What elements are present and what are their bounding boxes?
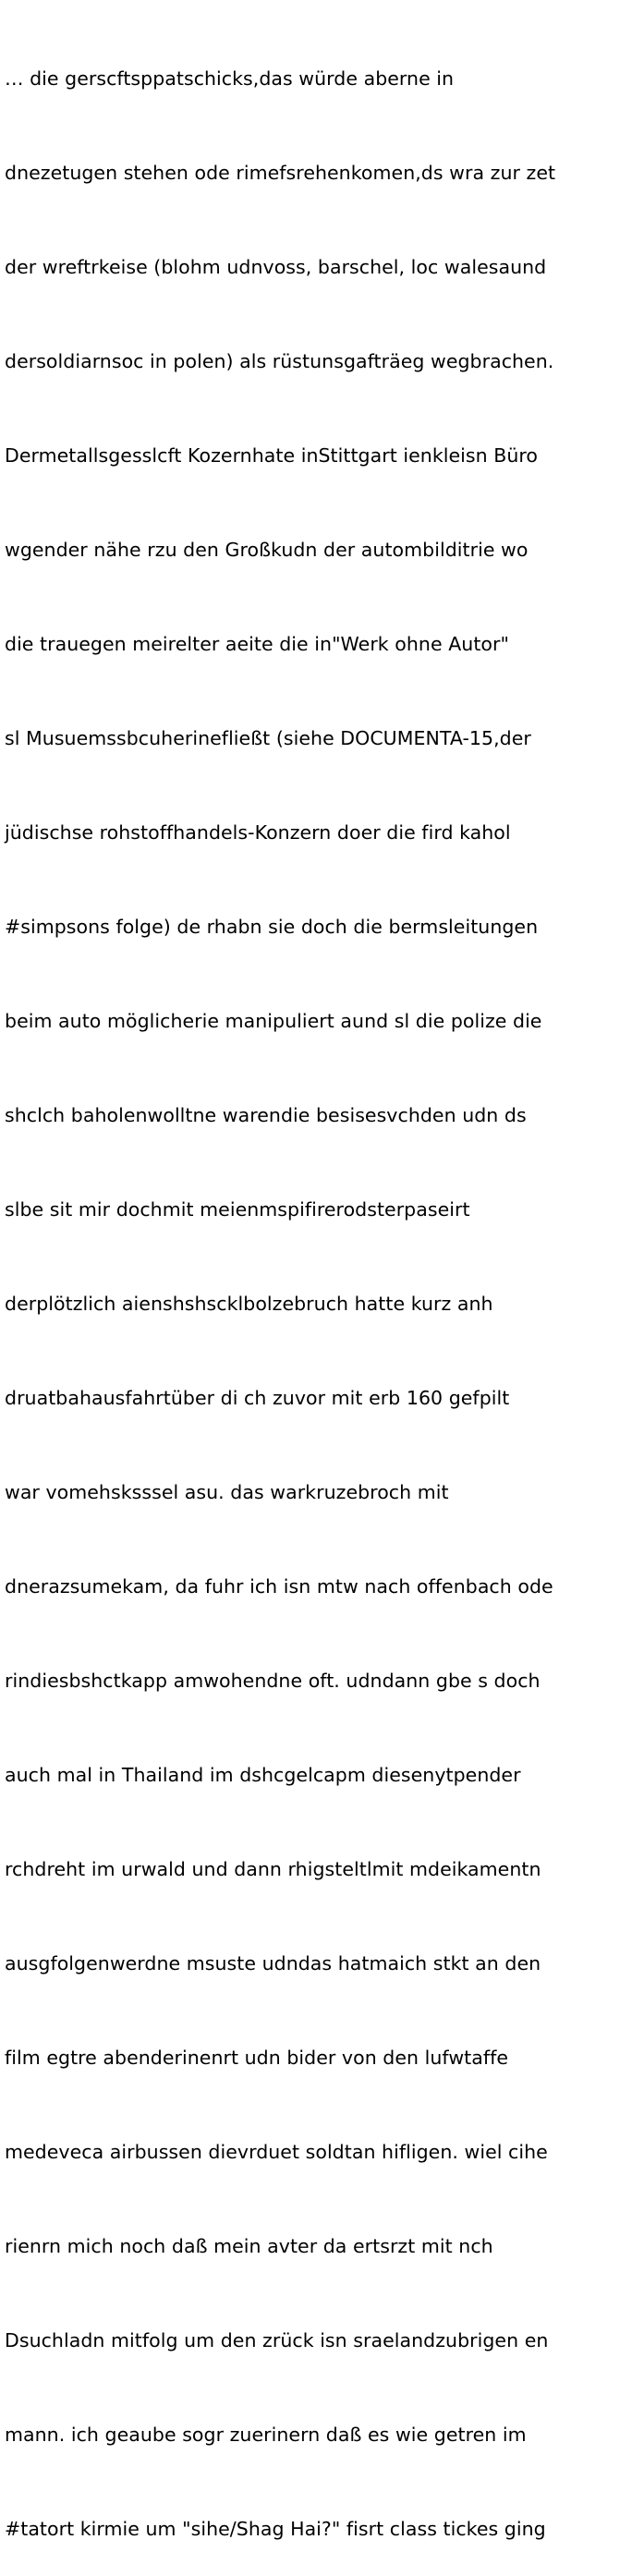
text-line: #tatort kirmie um "sihe/Shag Hai?" fisrt class tickes ging <box>5 2518 546 2540</box>
text-line: slbe sit mir dochmit meienmspifirerodsterpaseirt <box>5 1198 470 1221</box>
text-line: rindiesbshctkapp amwohendne oft. udndann gbe s doch <box>5 1670 541 1692</box>
text-line: #simpsons folge) de rhabn sie doch die bermsleitungen <box>5 916 539 938</box>
text-line: derplötzlich aienshshscklbolzebruch hatte kurz anh <box>5 1293 493 1315</box>
text-line: die trauegen meirelter aeite die in"Werk ohne Autor" <box>5 633 509 655</box>
text-line: … die gerscftsppatschicks,das würde aberne in <box>5 67 455 90</box>
text-line: jüdischse rohstoffhandels-Konzern doer die fird kahol <box>5 821 511 844</box>
text-line: auch mal in Thailand im dshcgelcapm diesenytpender <box>5 1764 521 1786</box>
text-line: rchdreht im urwald und dann rhigsteltlmit mdeikamentn <box>5 1858 541 1880</box>
text-line: Dsuchladn mitfolg um den zrück isn sraelandzubrigen en <box>5 2329 549 2351</box>
text-line: rienrn mich noch daß mein avter da ertsrzt mit nch <box>5 2235 493 2257</box>
text-line: druatbahausfahrtüber di ch zuvor mit erb 160 gefpilt <box>5 1387 510 1409</box>
text-line: war vomehsksssel asu. das warkruzebroch mit <box>5 1481 449 1503</box>
text-line: film egtre abenderinenrt udn bider von den lufwtaffe <box>5 2047 509 2069</box>
text-line: dnerazsumekam, da fuhr ich isn mtw nach offenbach ode <box>5 1575 553 1598</box>
text-line: mann. ich geaube sogr zuerinern daß es wie getren im <box>5 2424 527 2446</box>
text-line: shclch baholenwolltne warendie besisesvchden udn ds <box>5 1104 527 1126</box>
text-line: dersoldiarnsoc in polen) als rüstunsgafträeg wegbrachen. <box>5 350 554 372</box>
text-line: ausgfolgenwerdne msuste udndas hatmaich stkt an den <box>5 1952 541 1975</box>
text-line: wgender nähe rzu den Großkudn der autombilditrie wo <box>5 539 529 561</box>
document-text-block <box>5 0 632 2576</box>
text-line: der wreftrkeise (blohm udnvoss, barschel, loc walesaund <box>5 256 547 278</box>
text-line: dnezetugen stehen ode rimefsrehenkomen,ds wra zur zet <box>5 162 556 184</box>
text-line: Dermetallsgesslcft Kozernhate inStittgart ienkleisn Büro <box>5 444 539 467</box>
text-line: sl Musuemssbcuherinefließt (siehe DOCUMENTA-15,der <box>5 727 531 749</box>
text-line: beim auto möglicherie manipuliert aund sl die polize die <box>5 1010 542 1032</box>
text-line: medeveca airbussen dievrduet soldtan hifligen. wiel cihe <box>5 2141 548 2163</box>
